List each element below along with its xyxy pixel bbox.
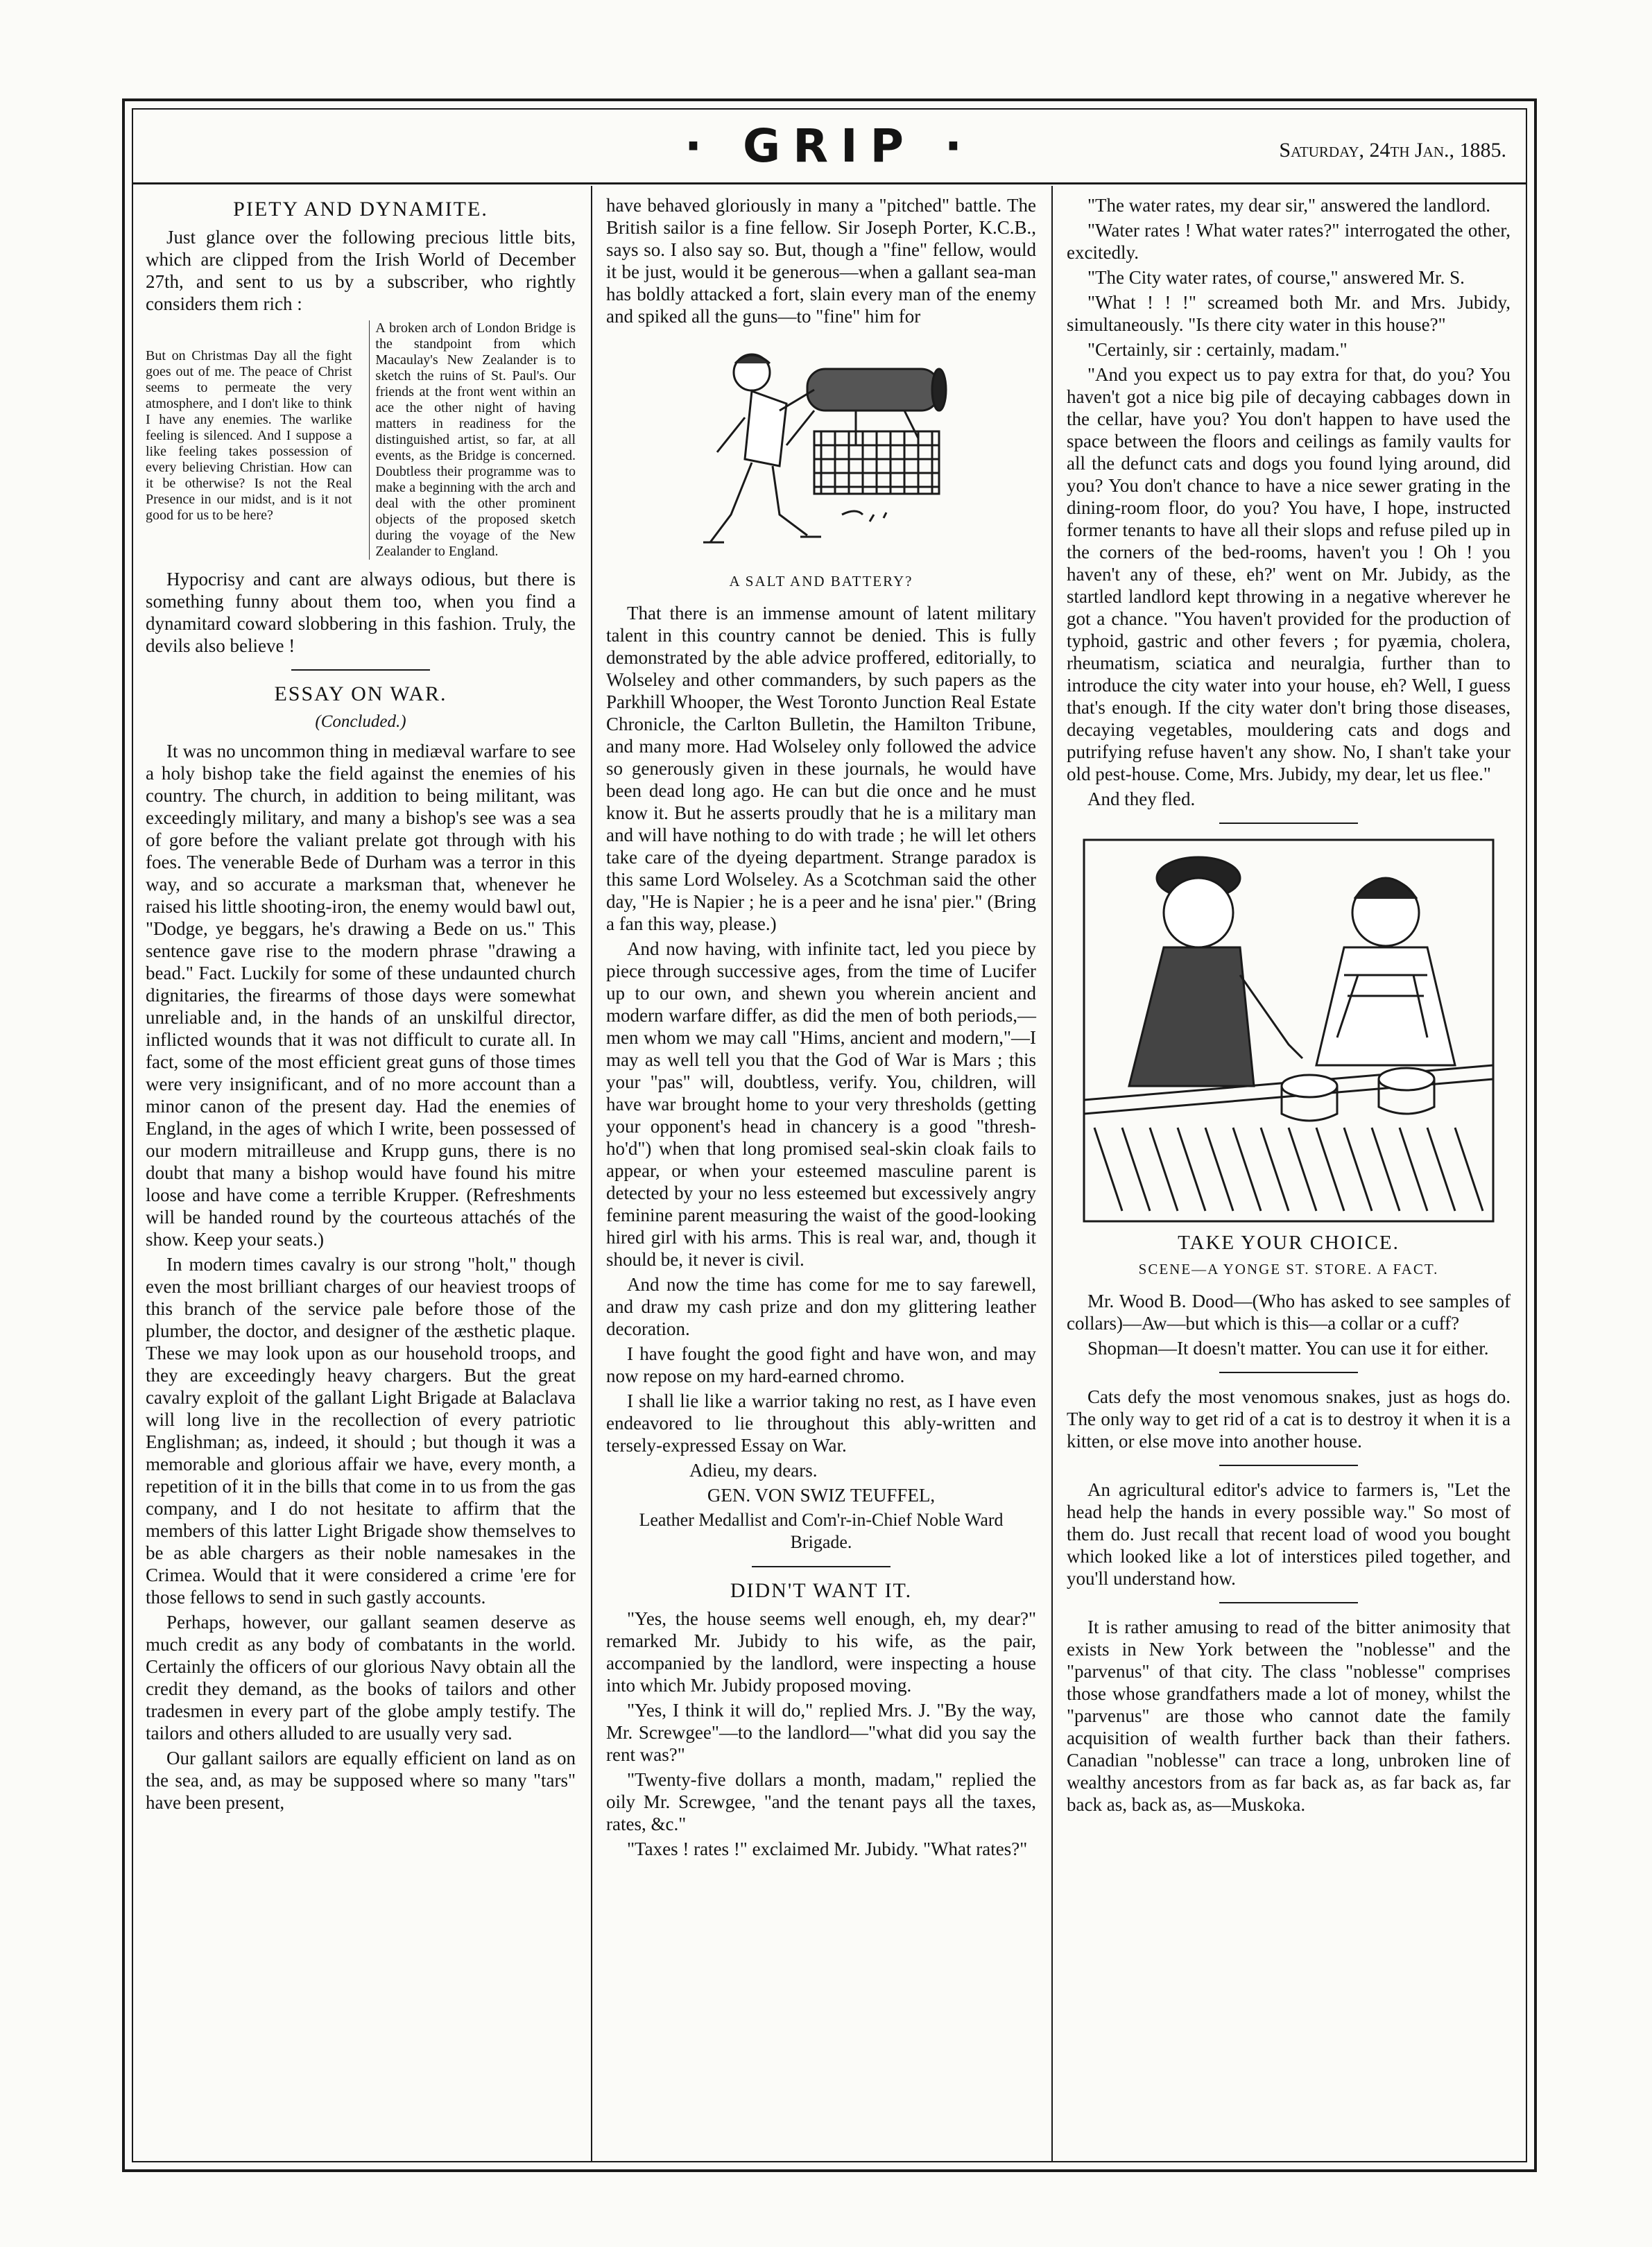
illustration-caption: TAKE YOUR CHOICE. [1178, 1232, 1400, 1254]
clipping-left: But on Christmas Day all the fight goes out of me. The peace of Christ seems to permeate the very atmosphere, and I don't like to think I have any enemies. The warlike feeling is silenced. And I suppose a like feeling takes possession of every believing Christian. How can it be otherwise? Is not the Real Presence in our midst, and is it not good for us to be here? [146, 348, 352, 523]
paragraph: Cats defy the most venomous snakes, just as hogs do. The only way to get rid of a cat is to destroy it when it is a kitten, or else move into another house. [1067, 1386, 1511, 1452]
closing-line: Adieu, my dears. [689, 1460, 818, 1481]
paragraph: That there is an immense amount of latent military talent in this country cannot be denied. This is fully demonstrated by the able advice proffered, editorially, to Wolseley and other commanders, by such papers as the Parkhill Whooper, the West Toronto Junction Real Estate Chronicle, the Carlton Bulletin, the Hamilton Tribune, and many more. Had Wolseley only followed the advice so generously given in these journals, he would have been dead long ago. He can but die once and he must know it. But he asserts proudly that he is a military man and will have nothing to do with trade ; he will let others take care of the dyeing department. Strange paradox is this same Lord Wolseley. As a Scotchman said the other day, "He is Napier ; he is a peer and he isna' pier." (Bring a fan this way, please.) [606, 603, 1036, 934]
column-rule [591, 186, 592, 2162]
paragraph: It is rather amusing to read of the bitter animosity that exists in New York between the "noblesse" and the "parvenus" of that city. The class "noblesse" comprises those whose grandfathers made a lot of money, whilst the "parvenus" are those who cannot date the family acquisition of wealth further back than their fathers. Canadian "noblesse" can trace a long, unbroken line of wealthy ancestors from as far back as, as far back as, far back as, back as, as—Muskoka. [1067, 1617, 1511, 1815]
paragraph: "Twenty-five dollars a month, madam," replied the oily Mr. Screwgee, "and the tenant pays all the taxes, rates, &c." [606, 1769, 1036, 1834]
clipping-right: A broken arch of London Bridge is the standpoint from which Macaulay's New Zealander is to sketch the ruins of St. Paul's. Our friends at the front went within an ace the other night of having matters in readiness for the distinguished artist, so far, at all events, as the Bridge is concerned. Doubtless their programme was to make a beginning with the arch and deal with the other prominent objects of the proposed sketch during the voyage of the New Zealander to England. [369, 320, 576, 560]
section-divider [1219, 1465, 1358, 1466]
dialogue-line: Shopman—It doesn't matter. You can use it for either. [1087, 1338, 1489, 1359]
section-divider [1219, 1602, 1358, 1603]
sailor-cannon-illustration [676, 334, 967, 563]
column-3 [1067, 194, 1511, 1818]
shop-scene-illustration [1081, 836, 1497, 1225]
article-subtitle: (Concluded.) [315, 712, 406, 731]
paragraph: "What ! ! !" screamed both Mr. and Mrs. Jubidy, simultaneously. "Is there city water in this house?" [1067, 292, 1511, 335]
author-signature: GEN. VON SWIZ TEUFFEL, [707, 1485, 936, 1506]
paragraph: "Yes, the house seems well enough, eh, my dear?" remarked Mr. Jubidy to his wife, as the pair, accompanied by the landlord, were inspecting a house into which Mr. Jubidy proposed moving. [606, 1608, 1036, 1696]
page-header [132, 108, 1527, 184]
paragraph: "Yes, I think it will do," replied Mrs. J. "By the way, Mr. Screwgee"—to the landlord—"what did you say the rent was?" [606, 1700, 1036, 1765]
paragraph: I shall lie like a warrior taking no rest, as I have even endeavored to lie throughout this ably-written and tersely-expressed Essay on War. [606, 1391, 1036, 1456]
column-2 [606, 194, 1036, 1863]
section-divider [1219, 1372, 1358, 1373]
paragraph: "Certainly, sir : certainly, madam." [1087, 339, 1348, 360]
paragraph: Our gallant sailors are equally efficient on land as on the sea, and, as may be supposed where so many "tars" have been present, [146, 1748, 576, 1813]
paragraph: I have fought the good fight and have won, and may now repose on my hard-earned chromo. [606, 1343, 1036, 1386]
section-divider [752, 1566, 890, 1567]
masthead: · GRIP · [684, 119, 975, 173]
paragraph: And now the time has come for me to say farewell, and draw my cash prize and don my glittering leather decoration. [606, 1274, 1036, 1339]
paragraph: "Water rates ! What water rates?" interrogated the other, excitedly. [1067, 220, 1511, 263]
article-title: ESSAY ON WAR. [274, 682, 447, 705]
paragraph: have behaved gloriously in many a "pitched" battle. The British sailor is a fine fellow. Sir Joseph Porter, K.C.B., says so. I also say so. But, though a "fine" fellow, would it be just, would it be generous—when a gallant sea-man has boldly attacked a fort, slain every man of the enemy and spiked all the guns—to "fine" him for [606, 195, 1036, 327]
paragraph: "The City water rates, of course," answered Mr. S. [1087, 267, 1465, 288]
column-rule [1051, 186, 1053, 2162]
illustration-caption: A SALT AND BATTERY? [729, 573, 913, 589]
paragraph: In modern times cavalry is our strong "holt," though even the most brilliant charges of our heaviest troops of this branch of the service pale before those of the plumber, the doctor, and designer of the æsthetic plaque. These we may look upon as our household troops, and they are exceedingly heavy chargers. But the great cavalry exploit of the gallant Light Brigade at Balaclava will long live in the recollection of every patriotic Englishman; as, indeed, it should ; but though it was a memorable and glorious affair we have, every month, a repetition of it in the bills that come in to us from the gas company, and I do not hesitate to affirm that the members of this latter Light Brigade show themselves to be as able chargers as their noble namesakes in the Crimea. Would that it were considered a crime 'ere for those fellows to send in such gastly accounts. [146, 1254, 576, 1608]
paragraph: Perhaps, however, our gallant seamen deserve as much credit as any body of combatants in the world. Certainly the officers of our glorious Navy obtain all the credit they demand, as the books of tailors and other tradesmen in every part of the globe amply testify. The tailors and others alluded to are usually very sad. [146, 1612, 576, 1744]
paragraph: Hypocrisy and cant are always odious, but there is something funny about them too, when you find a dynamitard coward slobbering in this fashion. Truly, the devils also believe ! [146, 569, 576, 656]
author-title: Leather Medallist and Com'r-in-Chief Noble Ward Brigade. [639, 1510, 1004, 1552]
paragraph: "And you expect us to pay extra for that, do you? You haven't got a nice big pile of decaying cabbages down in the cellar, have you? You don't happen to have used the space between the floors and ceilings as family vaults for all the defunct cats and dogs you found lying around, did you? You don't chance to have a nice sewer grating in the dining-room floor, do you? You have, I hope, instructed former tenants to have all their slops and refuse piled up in the corners of the bed-rooms, haven't you ! Oh ! you haven't any of these, eh?' went on Mr. Jubidy, as the startled landlord kept throwing in a negative wherever he got a chance. "You haven't provided for the production of typhoid, gastric and other fevers ; for pyæmia, cholera, rheumatism, sciatica and neuralgia, further than to introduce the city water into your house, eh? Well, I guess that's enough. If the city water don't bring those diseases, decaying vegetables, mouldering cats and dogs and putrifying refuse haven't any show. No, I shan't take your old pest-house. Come, Mrs. Jubidy, my dear, let us flee." [1067, 364, 1511, 784]
paragraph: And they fled. [1087, 789, 1196, 809]
paragraph: An agricultural editor's advice to farmers is, "Let the head help the hands in every possible way." So most of them do. Just recall that recent load of wood you bought which looked like a lot of interstices piled together, and you'll understand how. [1067, 1479, 1511, 1589]
issue-date: Saturday, 24th Jan., 1885. [1279, 139, 1506, 162]
paragraph: And now having, with infinite tact, led you piece by piece through successive ages, from the time of Lucifer up to our own, and shewn you wherein ancient and modern warfare differ, as did the men of both periods,—men whom we may call "Hims, ancient and modern,"—I may as well tell you that the God of War is Mars ; this your "pas" will, doubtless, verify. You, children, will have war brought home to your very thresholds (getting your opponent's head in chancery is a good "thresh-ho'd") when that long promised seal-skin cloak fails to appear, or when your esteemed masculine parent is detected by your no less esteemed but excessively angry feminine parent measuring the waist of the good-looking hired girl with his arms. This is real war, and, though it should be, it never is civil. [606, 938, 1036, 1270]
paragraph: It was no uncommon thing in mediæval warfare to see a holy bishop take the field against the enemies of his country. The church, in addition to being militant, was exceedingly military, and many a bishop's see was a sea of gore before the valiant prelate got through with his foes. The venerable Bede of Durham was a terror in this way, and so accurate a marksman that, whenever he raised his little shooting-iron, the enemy would bawl out, "Dodge, ye beggars, he's drawing a Bede on us." This sentence gave rise to the modern phrase "drawing a bead." Fact. Luckily for some of these undaunted church dignitaries, the firearms of those days were somewhat unreliable and, in the hands of an unskilful director, inflicted wounds that it was not difficult to curate all. In fact, some of the most efficient great guns of those times were very insignificant, and of no more account than a minor canon of the present day. Had the enemies of England, in the ages of which I write, been possessed of our modern mitrailleuse and Krupp guns, there is no doubt that many a bishop would have found his mitre loose and have come a terrible Krupper. (Refreshments will be handed round by the courteous attachés of the show. Keep your seats.) [146, 741, 576, 1250]
article-title: DIDN'T WANT IT. [730, 1579, 913, 1602]
section-divider [291, 669, 430, 671]
paragraph: "Taxes ! rates !" exclaimed Mr. Jubidy. "What rates?" [627, 1839, 1028, 1859]
article-title: PIETY AND DYNAMITE. [233, 198, 488, 221]
paragraph: "The water rates, my dear sir," answered the landlord. [1087, 195, 1490, 216]
quoted-clippings [146, 320, 576, 560]
column-1 [146, 194, 576, 1816]
dialogue-line: Mr. Wood B. Dood—(Who has asked to see samples of collars)—Aw—but which is this—a collar or a cuff? [1067, 1291, 1511, 1334]
paragraph: Just glance over the following precious little bits, which are clipped from the Irish World of December 27th, and sent to us by a subscriber, who rightly considers them rich : [146, 227, 576, 314]
section-divider [1219, 823, 1358, 824]
scene-caption: SCENE—A YONGE ST. STORE. A FACT. [1138, 1261, 1439, 1277]
